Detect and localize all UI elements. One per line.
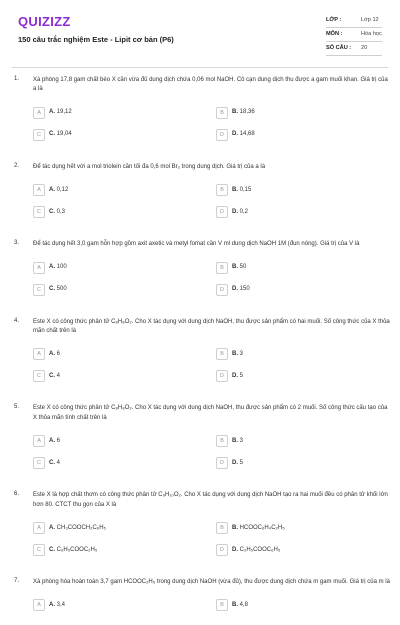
question-number: 7. — [14, 578, 20, 585]
option-prefix: A. — [49, 601, 55, 608]
question-item — [0, 318, 400, 393]
question-item — [0, 163, 400, 228]
meta-value: Hóa học — [361, 31, 382, 37]
option-prefix: B. — [232, 109, 238, 116]
option-prefix: B. — [232, 186, 238, 193]
option-value: 3 — [239, 437, 244, 444]
question-number: 5. — [14, 404, 20, 411]
option-prefix: D. — [232, 286, 238, 293]
option-prefix: B. — [232, 350, 238, 357]
option-value: 5 — [239, 372, 244, 379]
question-number: 1. — [14, 76, 20, 82]
answer-options — [33, 435, 390, 479]
question-list — [0, 76, 400, 625]
meta-value: Lớp 12 — [361, 17, 379, 23]
option-value: 0,2 — [239, 208, 249, 215]
option-text — [232, 351, 243, 357]
meta-key: SỐ CÂU : — [326, 45, 352, 51]
option-value: 14,68 — [239, 131, 255, 138]
option-text — [232, 109, 255, 115]
option-value: 19,04 — [56, 131, 72, 138]
answer-option-c[interactable] — [33, 129, 203, 143]
option-value: 0,15 — [239, 186, 252, 193]
question-text: Xà phòng hóa hoàn toàn 3,7 gam HCOOC₂H₅ trong dung dịch NaOH (vừa đủ), thu được dung dịch chứa m gam muối. Giá trị của m là — [33, 579, 390, 586]
meta-row-class — [326, 14, 382, 28]
option-text — [232, 373, 243, 379]
option-prefix: C. — [49, 208, 55, 215]
option-value: 19,12 — [56, 109, 72, 116]
option-text — [49, 351, 60, 357]
option-text — [232, 602, 248, 608]
option-letter-box: C — [33, 284, 45, 296]
option-value: 0,3 — [56, 208, 66, 215]
question-number: 4. — [14, 317, 20, 324]
answer-options — [33, 348, 390, 392]
question-item — [0, 491, 400, 566]
answer-option-d[interactable] — [216, 284, 386, 298]
answer-option-a[interactable] — [33, 435, 203, 449]
option-text — [49, 602, 65, 608]
option-prefix: B. — [232, 437, 238, 444]
answer-option-d[interactable] — [216, 457, 386, 471]
answer-option-c[interactable] — [33, 206, 203, 220]
option-text — [49, 547, 97, 553]
option-letter-box: D — [216, 206, 228, 218]
option-value: 3,4 — [56, 601, 66, 608]
answer-option-d[interactable] — [216, 544, 386, 558]
question-item — [0, 76, 400, 151]
answer-option-c[interactable] — [33, 284, 203, 298]
option-prefix: B. — [232, 601, 238, 608]
worksheet-header — [0, 0, 400, 64]
option-letter-box: C — [33, 544, 45, 556]
option-text — [49, 373, 60, 379]
option-value: 5 — [239, 459, 244, 466]
answer-option-a[interactable] — [33, 599, 203, 613]
meta-row-subject — [326, 28, 382, 42]
option-letter-box: D — [216, 284, 228, 296]
option-text — [232, 264, 246, 270]
option-text — [49, 438, 60, 444]
option-letter-box: A — [33, 107, 45, 119]
option-prefix: D. — [232, 459, 238, 466]
option-letter-box: B — [216, 107, 228, 119]
option-prefix: A. — [49, 524, 55, 531]
option-value: 6 — [56, 350, 61, 357]
question-text: Este X là hợp chất thơm có công thức phân tử C₉H₁₀O₂. Cho X tác dụng với dung dịch NaOH tạo ra hai muối đều có phân tử khối lớn hơn 80. CTCT thu gọn của X là — [33, 492, 388, 508]
answer-option-b[interactable] — [216, 262, 386, 276]
answer-option-d[interactable] — [216, 206, 386, 220]
option-letter-box: D — [216, 129, 228, 141]
option-text — [232, 131, 255, 137]
option-prefix: C. — [49, 372, 55, 379]
question-number: 3. — [14, 240, 20, 247]
question-text: Để tác dụng hết với a mol triolein cần tối đa 0,6 mol Br₂ trong dung dịch. Giá trị của a là — [33, 163, 266, 170]
option-prefix: D. — [232, 372, 238, 379]
option-text — [232, 187, 251, 193]
option-prefix: C. — [49, 546, 55, 553]
option-value: 500 — [56, 286, 67, 293]
option-prefix: A. — [49, 264, 55, 271]
question-text: Xà phòng 17,8 gam chất béo X cần vừa đủ dung dịch chứa 0,06 mol NaOH. Cô cạn dung dịch thu được a gam muối khan. Giá trị của a là — [33, 77, 388, 93]
page-title: 150 câu trắc nghiệm Este - Lipit cơ bản (P6) — [18, 35, 174, 44]
question-text: Este X có công thức phân tử C₈H₈O₂. Cho X tác dụng với dung dịch NaOH, thu được sản phẩm có hai muối. Số công thức của X thỏa mãn chất trên là — [33, 318, 390, 335]
option-prefix: A. — [49, 186, 55, 193]
option-letter-box: A — [33, 522, 45, 534]
answer-option-b[interactable] — [216, 184, 386, 198]
option-value: 50 — [239, 264, 247, 271]
answer-option-d[interactable] — [216, 129, 386, 143]
option-value: 4 — [56, 372, 61, 379]
option-value: 4,8 — [239, 601, 249, 608]
option-value: 3 — [239, 350, 244, 357]
answer-option-b[interactable] — [216, 599, 386, 613]
option-prefix: B. — [232, 264, 238, 271]
option-letter-box: C — [33, 370, 45, 382]
option-value: 0,12 — [56, 186, 69, 193]
answer-options — [33, 599, 390, 613]
option-letter-box: C — [33, 457, 45, 469]
option-value: 4 — [56, 459, 61, 466]
option-value: CH₃COOCH₂C₆H₅ — [56, 524, 106, 531]
header-divider — [12, 67, 388, 68]
option-text — [49, 109, 72, 115]
option-text — [49, 131, 72, 137]
option-letter-box: B — [216, 262, 228, 274]
answer-option-b[interactable] — [216, 435, 386, 449]
option-letter-box: B — [216, 348, 228, 360]
option-letter-box: C — [33, 129, 45, 141]
option-prefix: C. — [49, 131, 55, 138]
option-prefix: D. — [232, 208, 238, 215]
answer-option-c[interactable] — [33, 370, 203, 384]
meta-key: LỚP : — [326, 17, 342, 23]
answer-option-c[interactable] — [33, 457, 203, 471]
option-letter-box: B — [216, 435, 228, 447]
option-text — [49, 286, 67, 292]
question-number: 2. — [14, 162, 20, 169]
question-number: 6. — [14, 491, 20, 498]
answer-option-c[interactable] — [33, 544, 203, 558]
option-text — [49, 209, 65, 215]
option-prefix: A. — [49, 350, 55, 357]
question-text: Để tác dụng hết 3,0 gam hỗn hợp gồm axit axetic và metyl fomat cần V ml dung dịch NaOH 1M (đun nóng). Giá trị của V là — [33, 241, 360, 248]
meta-table — [326, 14, 382, 56]
option-letter-box: A — [33, 435, 45, 447]
option-prefix: D. — [232, 546, 238, 553]
meta-value: 20 — [361, 45, 368, 51]
option-prefix: A. — [49, 437, 55, 444]
option-value: 100 — [56, 264, 67, 271]
option-value: C₂H₅COOC₆H₅ — [239, 546, 281, 553]
answer-options — [33, 262, 390, 306]
option-text — [232, 438, 243, 444]
answer-option-a[interactable] — [33, 522, 203, 536]
option-text — [232, 547, 280, 553]
meta-row-count — [326, 42, 382, 56]
option-value: C₆H₅COOC₂H₅ — [56, 546, 98, 553]
option-letter-box: D — [216, 370, 228, 382]
option-letter-box: A — [33, 262, 45, 274]
option-letter-box: B — [216, 184, 228, 196]
option-text — [49, 187, 68, 193]
option-text — [232, 286, 250, 292]
answer-option-a[interactable] — [33, 348, 203, 362]
meta-key: MÔN : — [326, 31, 343, 37]
option-letter-box: D — [216, 544, 228, 556]
answer-option-a[interactable] — [33, 107, 203, 121]
answer-option-b[interactable] — [216, 107, 386, 121]
option-prefix: C. — [49, 286, 55, 293]
option-letter-box: A — [33, 184, 45, 196]
option-letter-box: B — [216, 599, 228, 611]
option-prefix: C. — [49, 459, 55, 466]
option-letter-box: A — [33, 348, 45, 360]
option-prefix: D. — [232, 131, 238, 138]
answer-option-b[interactable] — [216, 522, 386, 536]
question-item — [0, 404, 400, 479]
answer-options — [33, 522, 390, 566]
question-item — [0, 578, 400, 613]
option-letter-box: D — [216, 457, 228, 469]
option-value: 150 — [239, 286, 250, 293]
option-text — [49, 264, 67, 270]
option-value: 6 — [56, 437, 61, 444]
quizizz-logo: QUIZIZZ — [18, 14, 71, 29]
option-text — [232, 525, 285, 531]
option-text — [49, 460, 60, 466]
answer-option-d[interactable] — [216, 370, 386, 384]
option-letter-box: A — [33, 599, 45, 611]
answer-option-a[interactable] — [33, 184, 203, 198]
option-value: HCOOC₆H₄C₂H₅ — [239, 524, 285, 531]
option-prefix: B. — [232, 524, 238, 531]
answer-option-a[interactable] — [33, 262, 203, 276]
question-item — [0, 240, 400, 305]
option-value: 18,36 — [239, 109, 255, 116]
option-letter-box: B — [216, 522, 228, 534]
answer-option-b[interactable] — [216, 348, 386, 362]
option-text — [49, 525, 106, 531]
option-prefix: A. — [49, 109, 55, 116]
option-text — [232, 460, 243, 466]
question-text: Este X có công thức phân tử C₈H₈O₂. Cho X tác dụng với dung dịch NaOH, thu được sản phẩm có 2 muối. Số công thức cấu tạo của X thỏa mãn tính chất trên là — [33, 405, 388, 421]
answer-options — [33, 184, 390, 228]
option-letter-box: C — [33, 206, 45, 218]
answer-options — [33, 107, 390, 151]
option-text — [232, 209, 248, 215]
